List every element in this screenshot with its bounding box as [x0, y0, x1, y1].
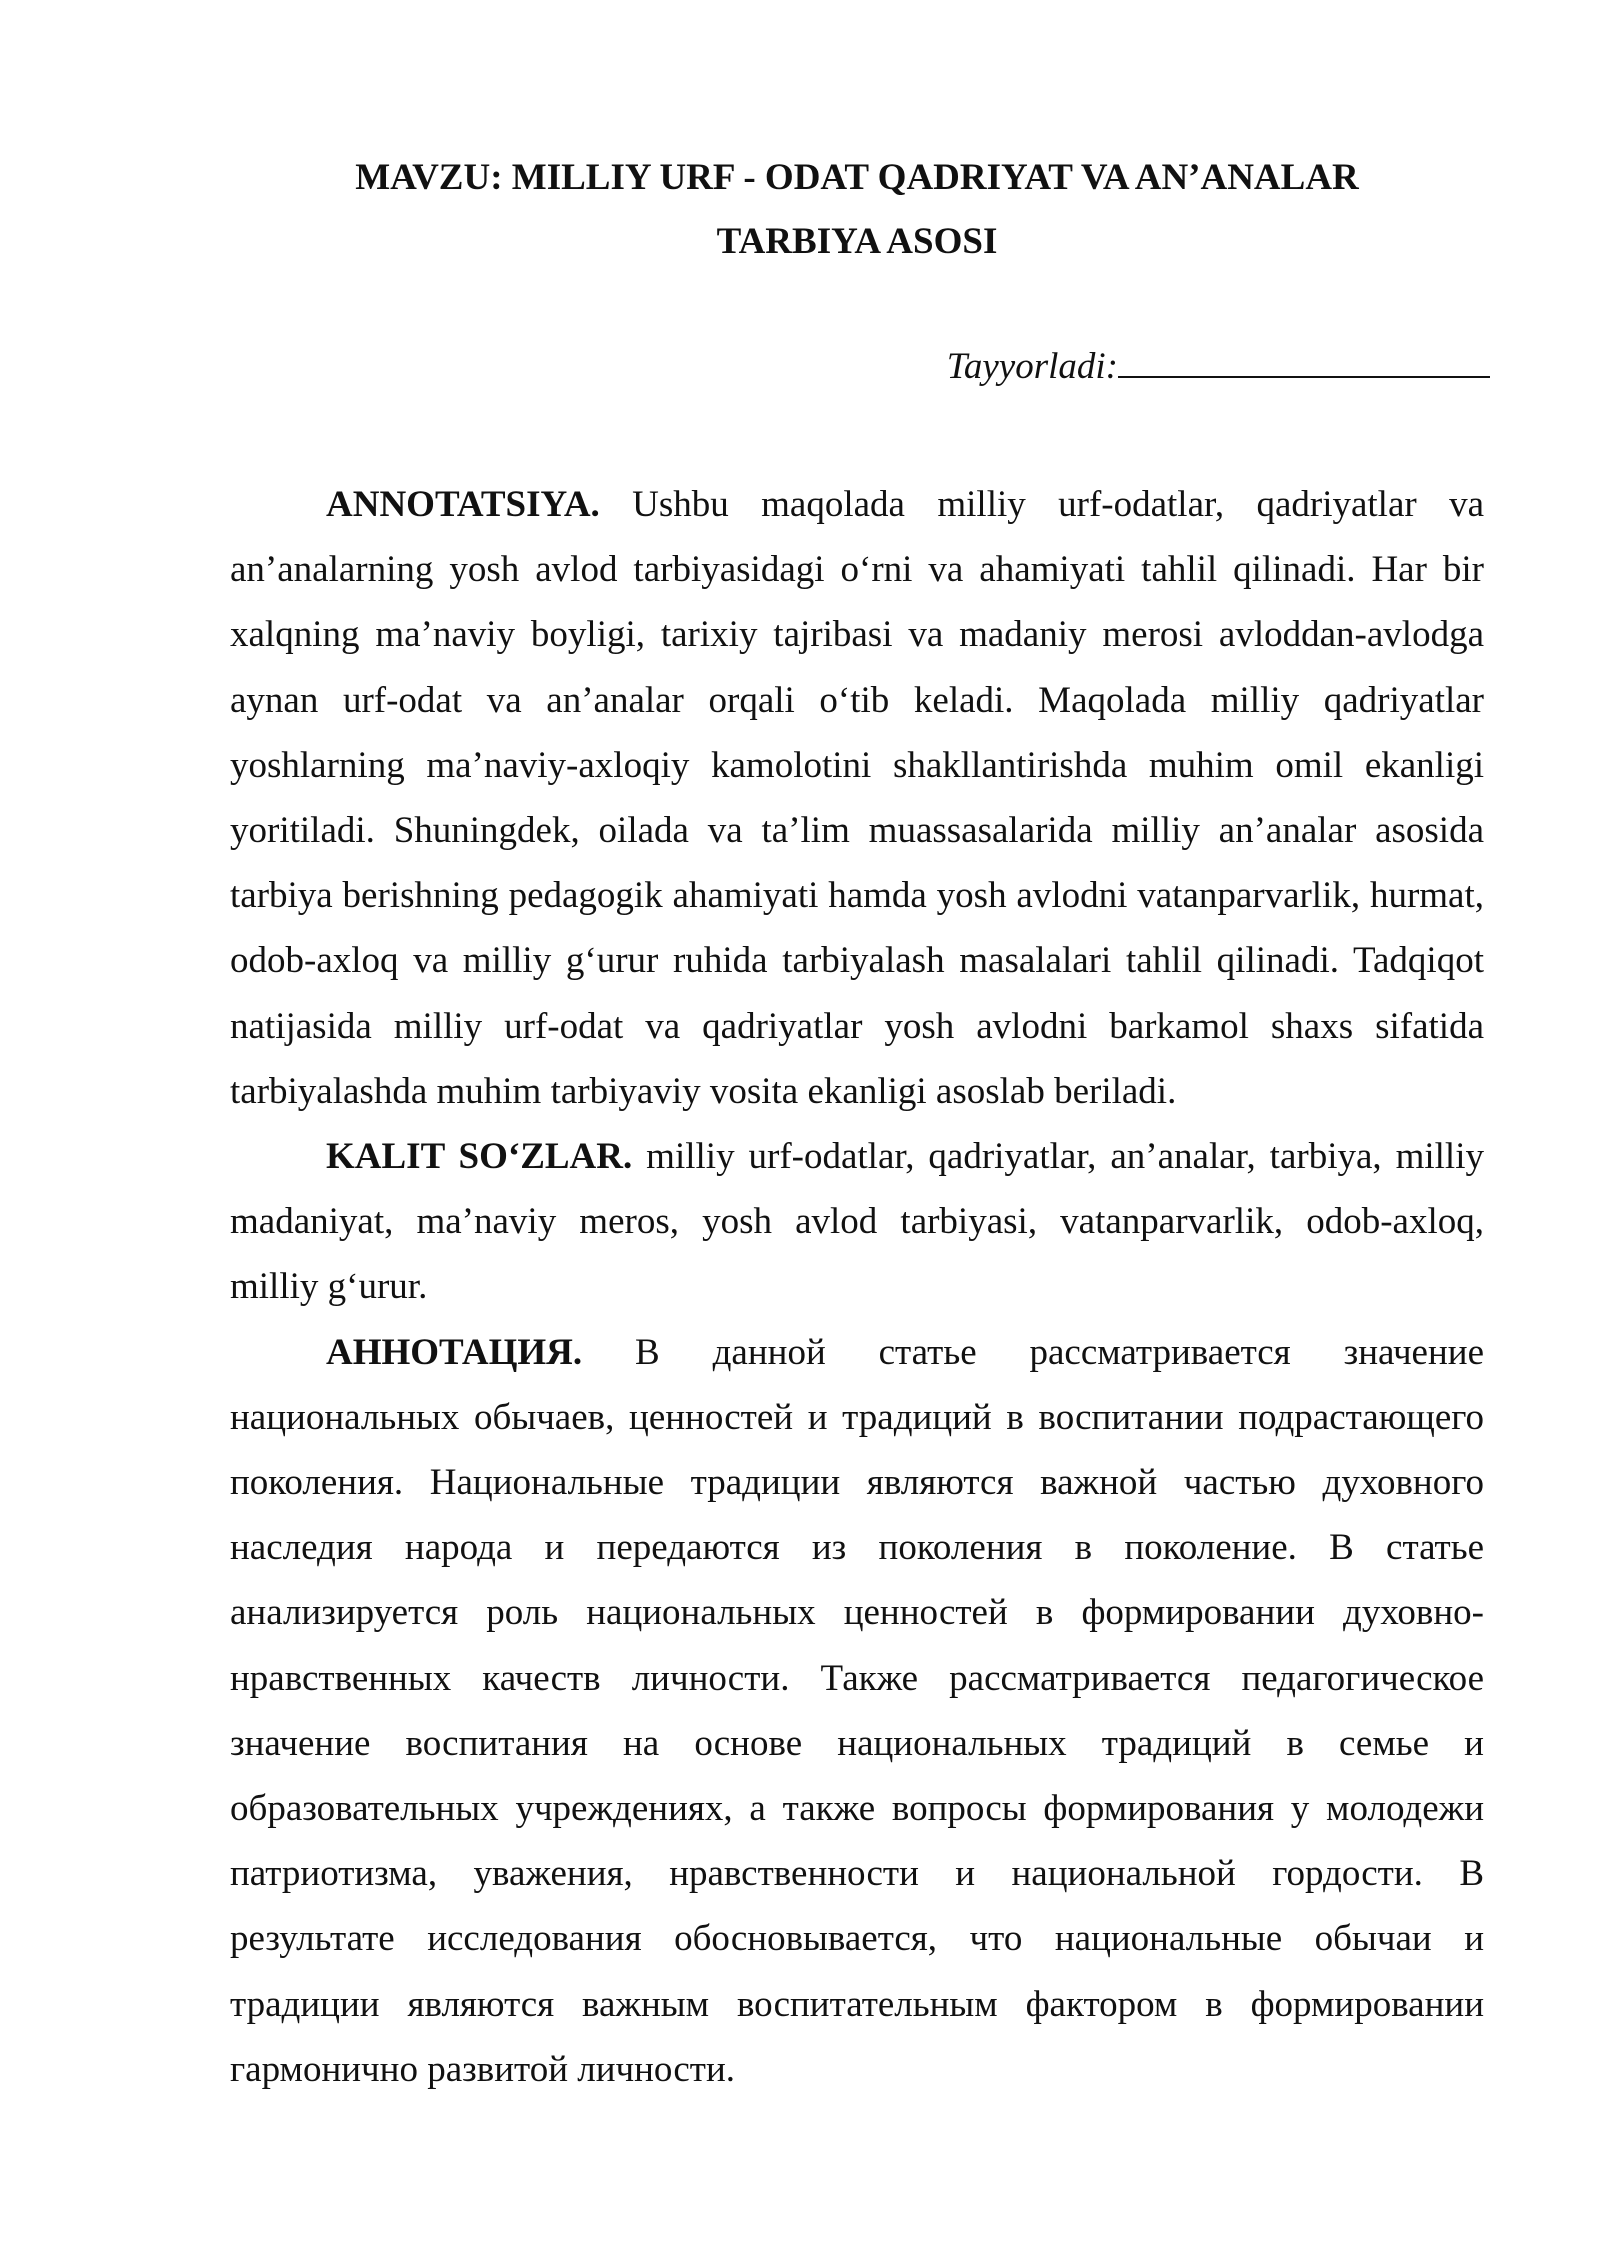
annotation-uz-heading: ANNOTATSIYA. — [326, 484, 600, 525]
annotation-ru-text: В данной статье рассматривается значение национальных обычаев, ценностей и традиций в воспитании подрастающего поколения. Национальные традиции являются важной частью духовного наследия народа и передаются из поколения в поколение. В статье анализируется роль национальных ценностей в формировании духовно-нравственных качеств личности. Также рассматривается педагогическое значение воспитания на основе национальных традиций в семье и образовательных учреждениях, а также вопросы формирования у молодежи патриотизма, уважения, нравственности и национальной гордости. В результате исследования обосновывается, что национальные обычаи и традиции являются важным воспитательным фактором в формировании гармонично развитой личности. — [230, 1331, 1484, 2090]
annotation-ru-paragraph — [230, 1320, 1484, 2102]
prepared-by-field — [947, 342, 1490, 392]
prepared-by-label: Tayyorladi: — [946, 346, 1118, 387]
keywords-uz-text: milliy urf-odatlar, qadriyatlar, an’analar, tarbiya, milliy madaniyat, ma’naviy meros, yosh avlod tarbiyasi, vatanparvarlik, odob-axloq, milliy g‘urur. — [230, 1136, 1484, 1308]
annotation-uz-text: Ushbu maqolada milliy urf-odatlar, qadriyatlar va an’analarning yosh avlod tarbiyasidagi o‘rni va ahamiyati tahlil qilinadi. Har bir xalqning ma’naviy boyligi, tarixiy tajribasi va madaniy merosi avloddan-avlodga aynan urf-odat va an’analar orqali o‘tib keladi. Maqolada milliy qadriyatlar yoshlarning ma’naviy-axloqiy kamolotini shakllantirishda muhim omil ekanligi yoritiladi. Shuningdek, oilada va ta’lim muassasalarida milliy an’analar asosida tarbiya berishning pedagogik ahamiyati hamda yosh avlodni vatanparvarlik, hurmat, odob-axloq va milliy g‘urur ruhida tarbiyalash masalalari tahlil qilinadi. Tadqiqot natijasida milliy urf-odat va qadriyatlar yosh avlodni barkamol shaxs sifatida tarbiyalashda muhim tarbiyaviy vosita ekanligi asoslab beriladi. — [230, 484, 1484, 1112]
annotation-ru-heading: АННОТАЦИЯ. — [326, 1331, 583, 1373]
document-title — [230, 146, 1484, 274]
prepared-by-blank-line — [1118, 342, 1490, 378]
title-line-1: MAVZU: MILLIY URF - ODAT QADRIYAT VA AN’ANALAR — [355, 157, 1359, 198]
title-line-2: TARBIYA ASOSI — [716, 221, 998, 262]
annotation-uz-paragraph — [230, 472, 1484, 1124]
keywords-uz-paragraph — [230, 1124, 1484, 1320]
document-body — [230, 472, 1484, 2102]
keywords-uz-heading: KALIT SO‘ZLAR. — [326, 1136, 633, 1178]
